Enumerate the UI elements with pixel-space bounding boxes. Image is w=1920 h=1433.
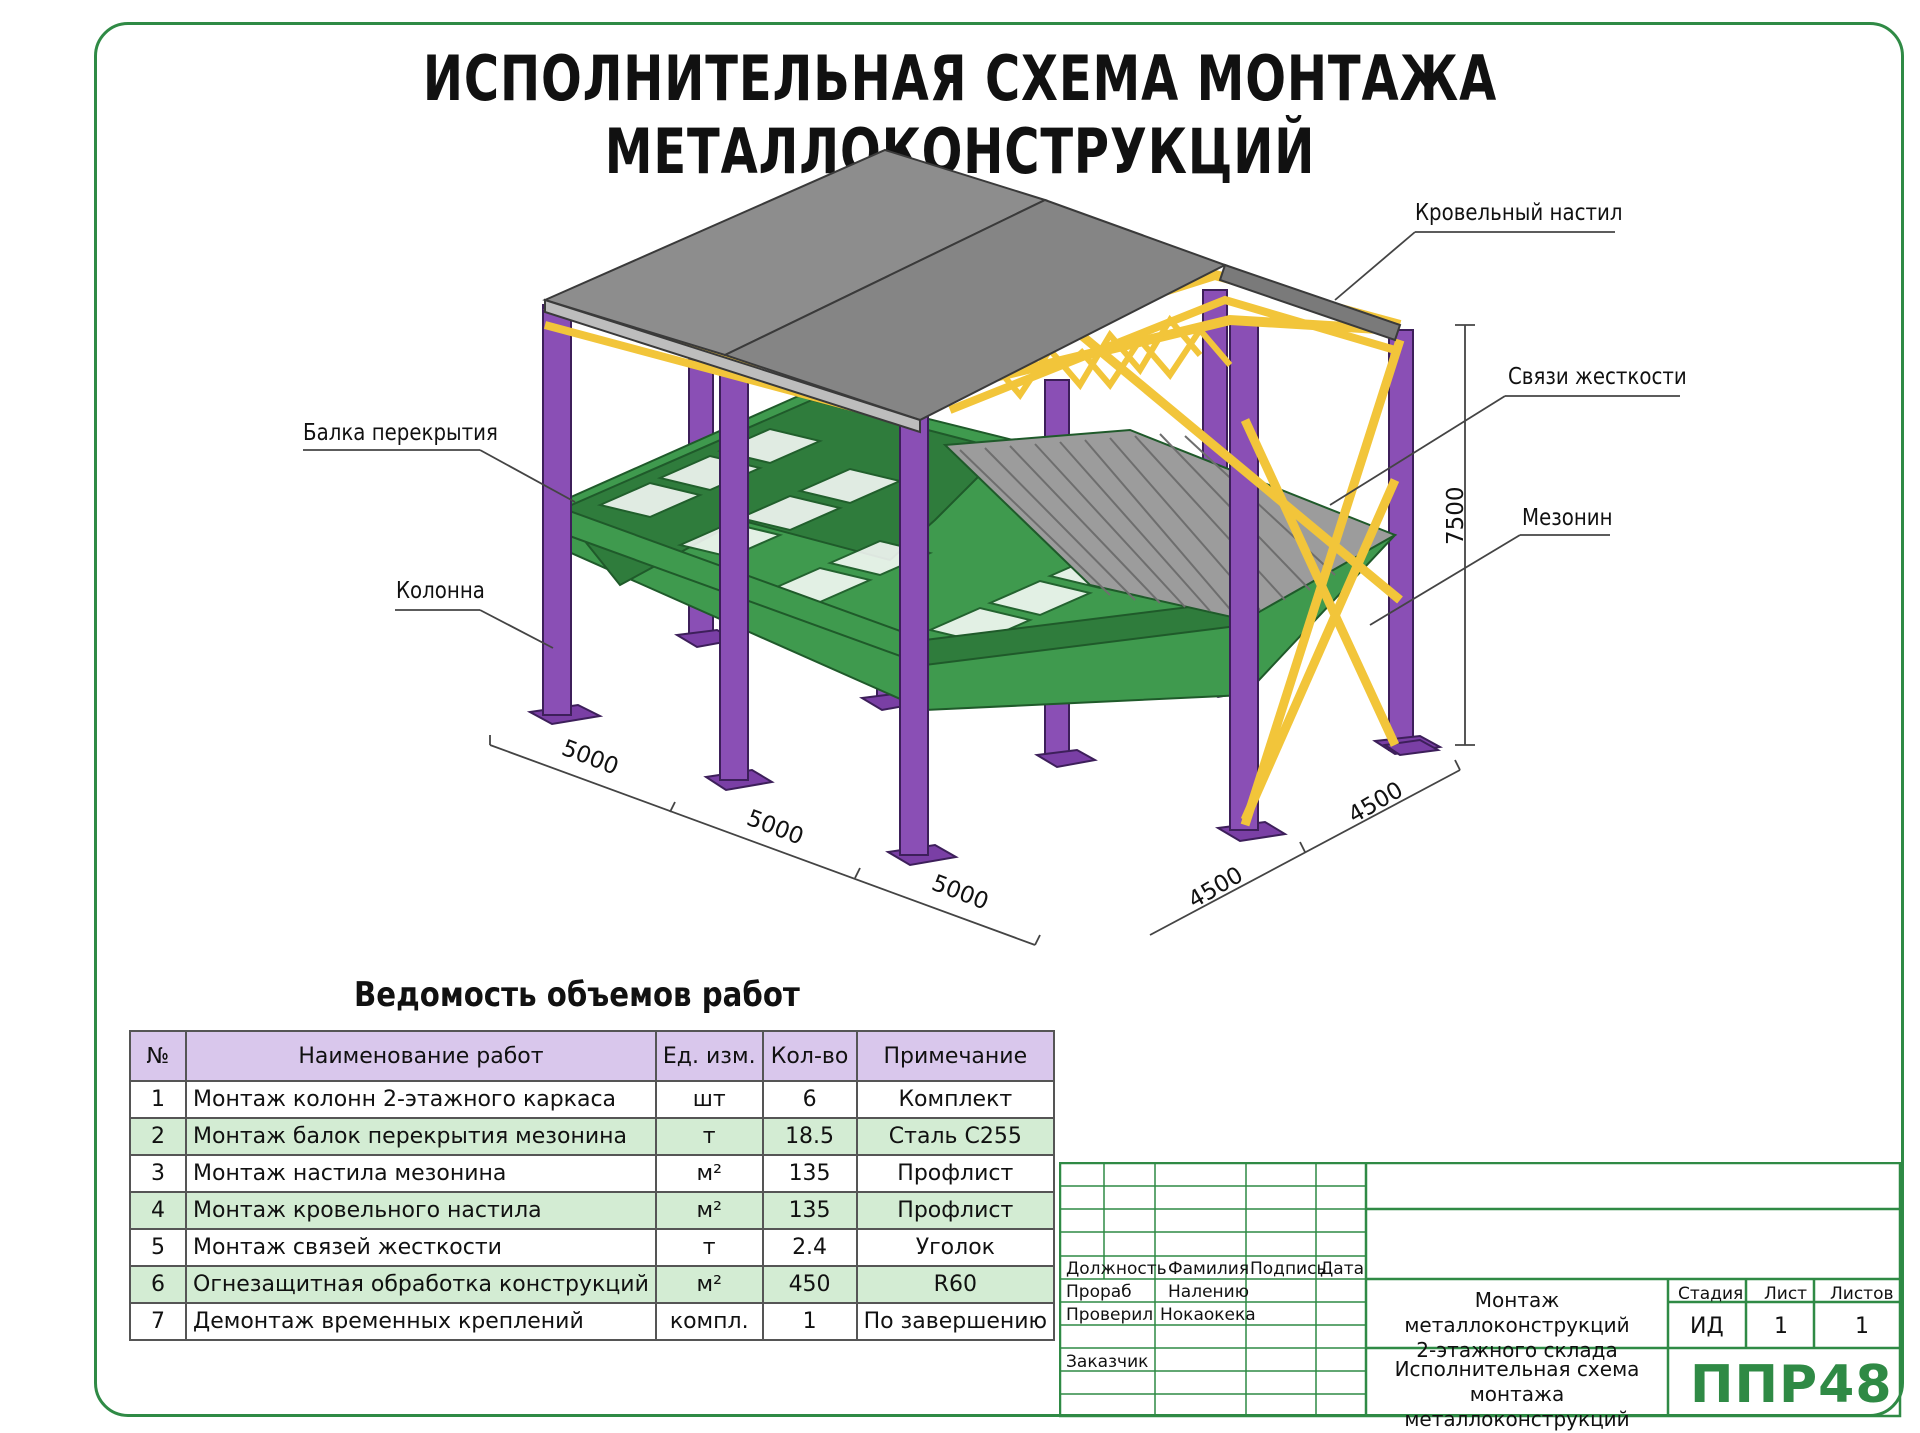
stamp-col-position: Должность: [1066, 1259, 1167, 1279]
dim-height: 7500: [1443, 486, 1469, 545]
header-work-name: Наименование работ: [186, 1031, 656, 1081]
table-row: [130, 1192, 1054, 1229]
cell-unit: м²: [656, 1266, 763, 1303]
cell-work-name: Демонтаж временных креплений: [186, 1303, 656, 1340]
table-header-row: [130, 1031, 1054, 1081]
cell-number: 1: [130, 1081, 186, 1118]
header-number: №: [130, 1031, 186, 1081]
table-row: [130, 1229, 1054, 1266]
stamp-col-date: Дата: [1320, 1259, 1365, 1279]
cell-unit: компл.: [656, 1303, 763, 1340]
stamp-sheet-value: 1: [1774, 1314, 1788, 1339]
roof-deck: [545, 150, 1400, 432]
stamp-row2-position: Проверил: [1066, 1305, 1154, 1325]
cell-number: 6: [130, 1266, 186, 1303]
stamp-row1-surname: Налению: [1168, 1282, 1249, 1302]
cell-number: 7: [130, 1303, 186, 1340]
stamp-customer: Заказчик: [1066, 1352, 1149, 1372]
stamp-row2-surname: Нокаокека: [1160, 1305, 1256, 1325]
stamp-stage-label: Стадия: [1678, 1284, 1744, 1304]
cell-unit: т: [656, 1118, 763, 1155]
header-note: Примечание: [857, 1031, 1055, 1081]
header-unit: Ед. изм.: [656, 1031, 763, 1081]
cell-number: 3: [130, 1155, 186, 1192]
cell-note: Уголок: [857, 1229, 1055, 1266]
cell-unit: т: [656, 1229, 763, 1266]
header-quantity: Кол-во: [763, 1031, 857, 1081]
stamp-sheet-label: Лист: [1764, 1284, 1808, 1304]
stamp-project-line1: Монтаж металлоконструкций: [1404, 1288, 1630, 1337]
cell-work-name: Монтаж балок перекрытия мезонина: [186, 1118, 656, 1155]
cell-note: R60: [857, 1266, 1055, 1303]
table-row: [130, 1303, 1054, 1340]
works-table-title: Ведомость объемов работ: [354, 975, 800, 1015]
cell-quantity: 135: [763, 1192, 857, 1229]
cell-quantity: 1: [763, 1303, 857, 1340]
stamp-stage-value: ИД: [1690, 1314, 1724, 1339]
cell-quantity: 2.4: [763, 1229, 857, 1266]
mezzanine-floor-beams: [553, 390, 1395, 710]
table-row: [130, 1081, 1054, 1118]
dim-span-1: 5000: [558, 735, 623, 781]
callout-column: Колонна: [396, 578, 485, 604]
dim-span-2: 5000: [743, 805, 808, 851]
dim-depth-1: 4500: [1184, 862, 1248, 914]
cell-number: 4: [130, 1192, 186, 1229]
works-table: [129, 1030, 1055, 1341]
stamp-sheets-label: Листов: [1830, 1284, 1894, 1304]
cell-quantity: 450: [763, 1266, 857, 1303]
cell-quantity: 18.5: [763, 1118, 857, 1155]
cell-work-name: Монтаж связей жесткости: [186, 1229, 656, 1266]
cell-work-name: Монтаж колонн 2-этажного каркаса: [186, 1081, 656, 1118]
cell-note: Профлист: [857, 1155, 1055, 1192]
cell-work-name: Монтаж настила мезонина: [186, 1155, 656, 1192]
page-title: ИСПОЛНИТЕЛЬНАЯ СХЕМА МОНТАЖА МЕТАЛЛОКОНСТРУКЦИЙ: [422, 42, 1498, 188]
cell-work-name: Огнезащитная обработка конструкций: [186, 1266, 656, 1303]
cell-note: Сталь С255: [857, 1118, 1055, 1155]
table-row: [130, 1266, 1054, 1303]
callout-mezzanine: Мезонин: [1522, 505, 1613, 531]
table-row: [130, 1118, 1054, 1155]
stamp-col-surname: Фамилия: [1168, 1259, 1250, 1279]
cell-unit: м²: [656, 1192, 763, 1229]
stamp-sheet-line2: металлоконструкций: [1404, 1407, 1630, 1431]
cell-note: Комплект: [857, 1081, 1055, 1118]
cell-quantity: 135: [763, 1155, 857, 1192]
stamp-sheet-name: [1367, 1357, 1667, 1432]
cell-number: 5: [130, 1229, 186, 1266]
cell-note: По завершению: [857, 1303, 1055, 1340]
stamp-project-line2: 2-этажного склада: [1416, 1338, 1618, 1362]
cell-work-name: Монтаж кровельного настила: [186, 1192, 656, 1229]
cell-unit: шт: [656, 1081, 763, 1118]
dim-depth-2: 4500: [1344, 777, 1408, 829]
cell-quantity: 6: [763, 1081, 857, 1118]
callout-roof-deck: Кровельный настил: [1415, 200, 1623, 226]
dim-span-3: 5000: [928, 870, 993, 916]
stamp-sheets-value: 1: [1855, 1314, 1869, 1339]
callout-bracing: Связи жесткости: [1508, 364, 1687, 390]
stamp-project-name: [1367, 1288, 1667, 1363]
callout-floor-beam: Балка перекрытия: [303, 420, 498, 446]
stamp-row1-position: Прораб: [1066, 1282, 1132, 1302]
cell-unit: м²: [656, 1155, 763, 1192]
cell-number: 2: [130, 1118, 186, 1155]
stamp-col-signature: Подпись: [1250, 1259, 1327, 1279]
cell-note: Профлист: [857, 1192, 1055, 1229]
table-row: [130, 1155, 1054, 1192]
stamp-sheet-line1: Исполнительная схема монтажа: [1394, 1357, 1640, 1406]
company-logo: ППР48: [1690, 1355, 1893, 1415]
